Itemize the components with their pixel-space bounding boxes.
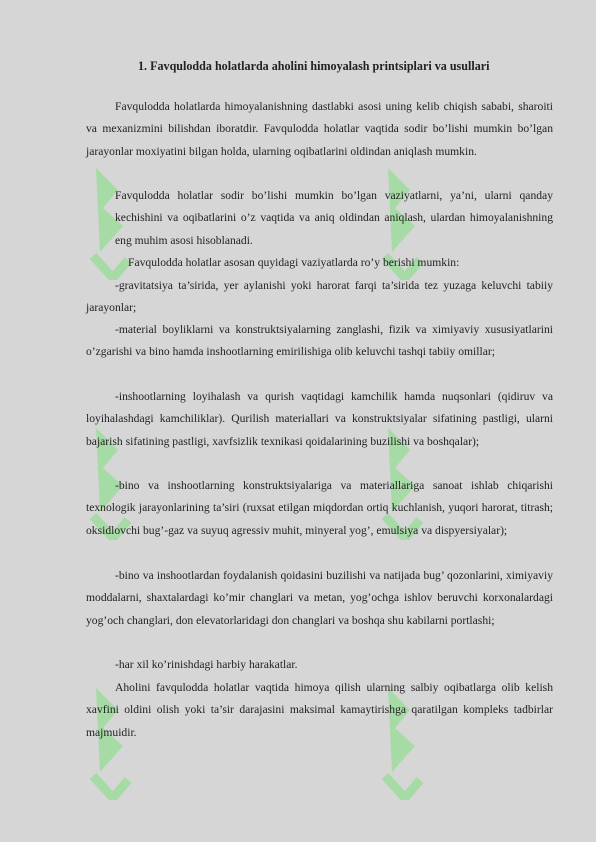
- paragraph-4: Aholini favqulodda holatlar vaqtida himoya qilish ularning salbiy oqibatlarga olib kelish xavfini oldini olish yoki ta’sir darajasini maksimal kamaytirishga qaratilgan kompleks tadbirlar majmuidir.: [86, 681, 553, 739]
- paragraph-3: Favqulodda holatlar asosan quyidagi vaziyatlarda ro’y berishi mumkin:: [128, 256, 460, 269]
- section-title: 1. Favqulodda holatlarda aholini himoyalash printsiplari va usullari: [138, 59, 490, 73]
- list-item-6: -har xil ko’rinishdagi harbiy harakatlar.: [115, 658, 298, 671]
- list-item-3: -inshootlarning loyihalash va qurish vaqtidagi kamchilik hamda nuqsonlari (qidiruv va loyihalashdagi kamchiliklar). Qurilish materiallari va konstruktsiyalar sifatining pastligi, ularni bajarish sifatining pastligi, xavfsizlik texnikasi qoidalarining buzilishi va boshqalar);: [86, 390, 553, 448]
- list-item-5: -bino va inshootlardan foydalanish qoidasini buzilishi va natijada bug’ qozonlarini, ximiyaviy moddalarni, shaxtalardagi ko’mir changlari va metan, yog’ochga ishlov beruvchi korxonalardagi yog’och changlari, don elevatorlaridagi don changlari va boshqa shu kabilarni portlashi;: [86, 569, 553, 627]
- list-item-4: -bino va inshootlarning konstruktsiyalariga va materiallariga sanoat ishlab chiqarishi texnologik jarayonlarining ta’siri (ruxsat etilgan miqdordan ortiq kuchlanish, yuqori harorat, titrash; oksidlovchi bug’-gaz va suyuq agressiv muhit, minyeral yog’, emulsiya va dispyersiyalar);: [86, 479, 553, 537]
- paragraph-2: Favqulodda holatlar sodir bo’lishi mumkin bo’lgan vaziyatlarni, ya’ni, ularni qanday kechishini va oqibatlarini o’z vaqtida va aniq oldindan aniqlash, ulardan himoyalanishning eng muhim asosi hisoblanadi.: [115, 189, 553, 247]
- list-item-1: -gravitatsiya ta’sirida, yer aylanishi yoki harorat farqi ta’sirida tez yuzaga keluvchi tabiiy jarayonlar;: [86, 279, 553, 315]
- list-item-2: -material boyliklarni va konstruktsiyalarning zanglashi, fizik va ximiyaviy xususiyatlarini o’zgarishi va bino hamda inshootlarning emirilishiga olib keluvchi tashqi tabiiy omillar;: [86, 323, 553, 359]
- paragraph-1: Favqulodda holatlarda himoyalanishning dastlabki asosi uning kelib chiqish sababi, sharoiti va mexanizmini bilishdan iboratdir. Favqulodda holatlar vaqtida sodir bo’lishi mumkin bo’lgan jarayonlar moxiyatini bilgan holda, ularning oqibatlarini oldindan aniqlash mumkin.: [86, 100, 553, 158]
